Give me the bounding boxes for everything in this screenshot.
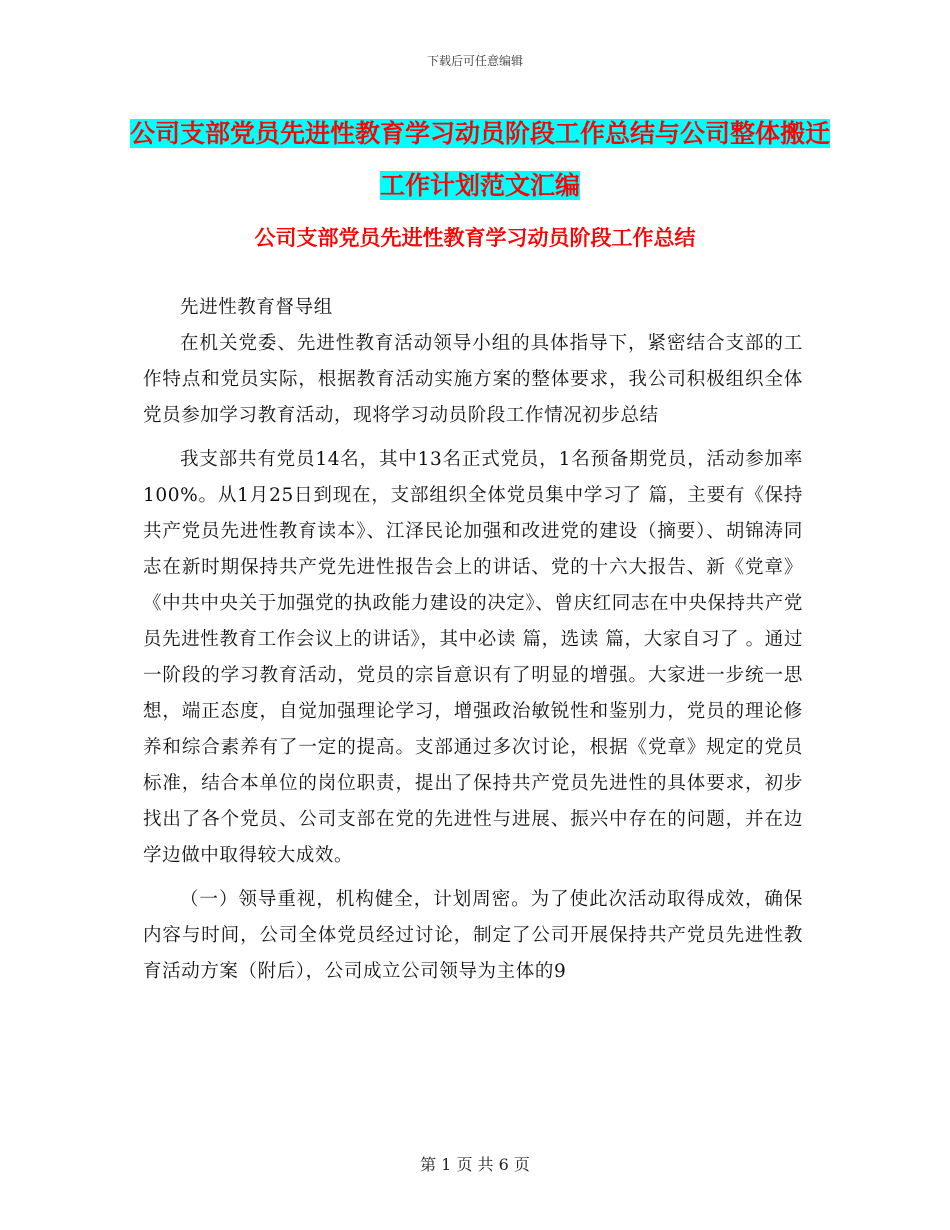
paragraph-leadership: （一）领导重视，机构健全，计划周密。为了使此次活动取得成效，确保内容与时间，公司全体党员经过讨论，制定了公司开展保持共产党员先进性教育活动方案（附后），公司成立公司领导为主体的9 (143, 889, 803, 982)
paragraph-addressee: 先进性教育督导组 (180, 297, 333, 318)
document-body (143, 290, 803, 990)
section-title: 公司支部党员先进性教育学习动员阶段工作总结 (254, 226, 696, 250)
paragraph-intro: 在机关党委、先进性教育活动领导小组的具体指导下，紧密结合支部的工作特点和党员实际，根据教育活动实施方案的整体要求，我公司积极组织全体党员参加学习教育活动，现将学习动员阶段工作情况初步总结 (143, 333, 803, 426)
page-header-note: 下载后可任意编辑 (426, 54, 523, 68)
page-number-footer: 第 1 页 共 6 页 (420, 1155, 530, 1174)
document-title-text: 公司支部党员先进性教育学习动员阶段工作总结与公司整体搬迁工作计划范文汇编 (130, 119, 831, 200)
paragraph-membership: 我支部共有党员14名，其中13名正式党员，1名预备期党员，活动参加率100%。从1月25日到现在，支部组织全体党员集中学习了 篇，主要有《保持共产党员先进性教育读本》、江泽民论加强和改进党的建设（摘要）、胡锦涛同志在新时期保持共产党先进性报告会上的讲话、党的十六大报告、新《党章》《中共中央关于加强党的执政能力建设的决定》、曾庆红同志在中央保持共产党员先进性教育工作会议上的讲话》，其中必读 篇，选读 篇，大家自习了 。通过一阶段的学习教育活动，党员的宗旨意识有了明显的增强。大家进一步统一思想，端正态度，自觉加强理论学习，增强政治敏锐性和鉴别力，党员的理论修养和综合素养有了一定的提高。支部通过多次讨论，根据《党章》规定的党员标准，结合本单位的岗位职责，提出了保持共产党员先进性的具体要求，初步找出了各个党员、公司支部在党的先进性与进展、振兴中存在的问题，并在边学边做中取得较大成效。 (143, 449, 803, 866)
document-title (130, 108, 830, 212)
